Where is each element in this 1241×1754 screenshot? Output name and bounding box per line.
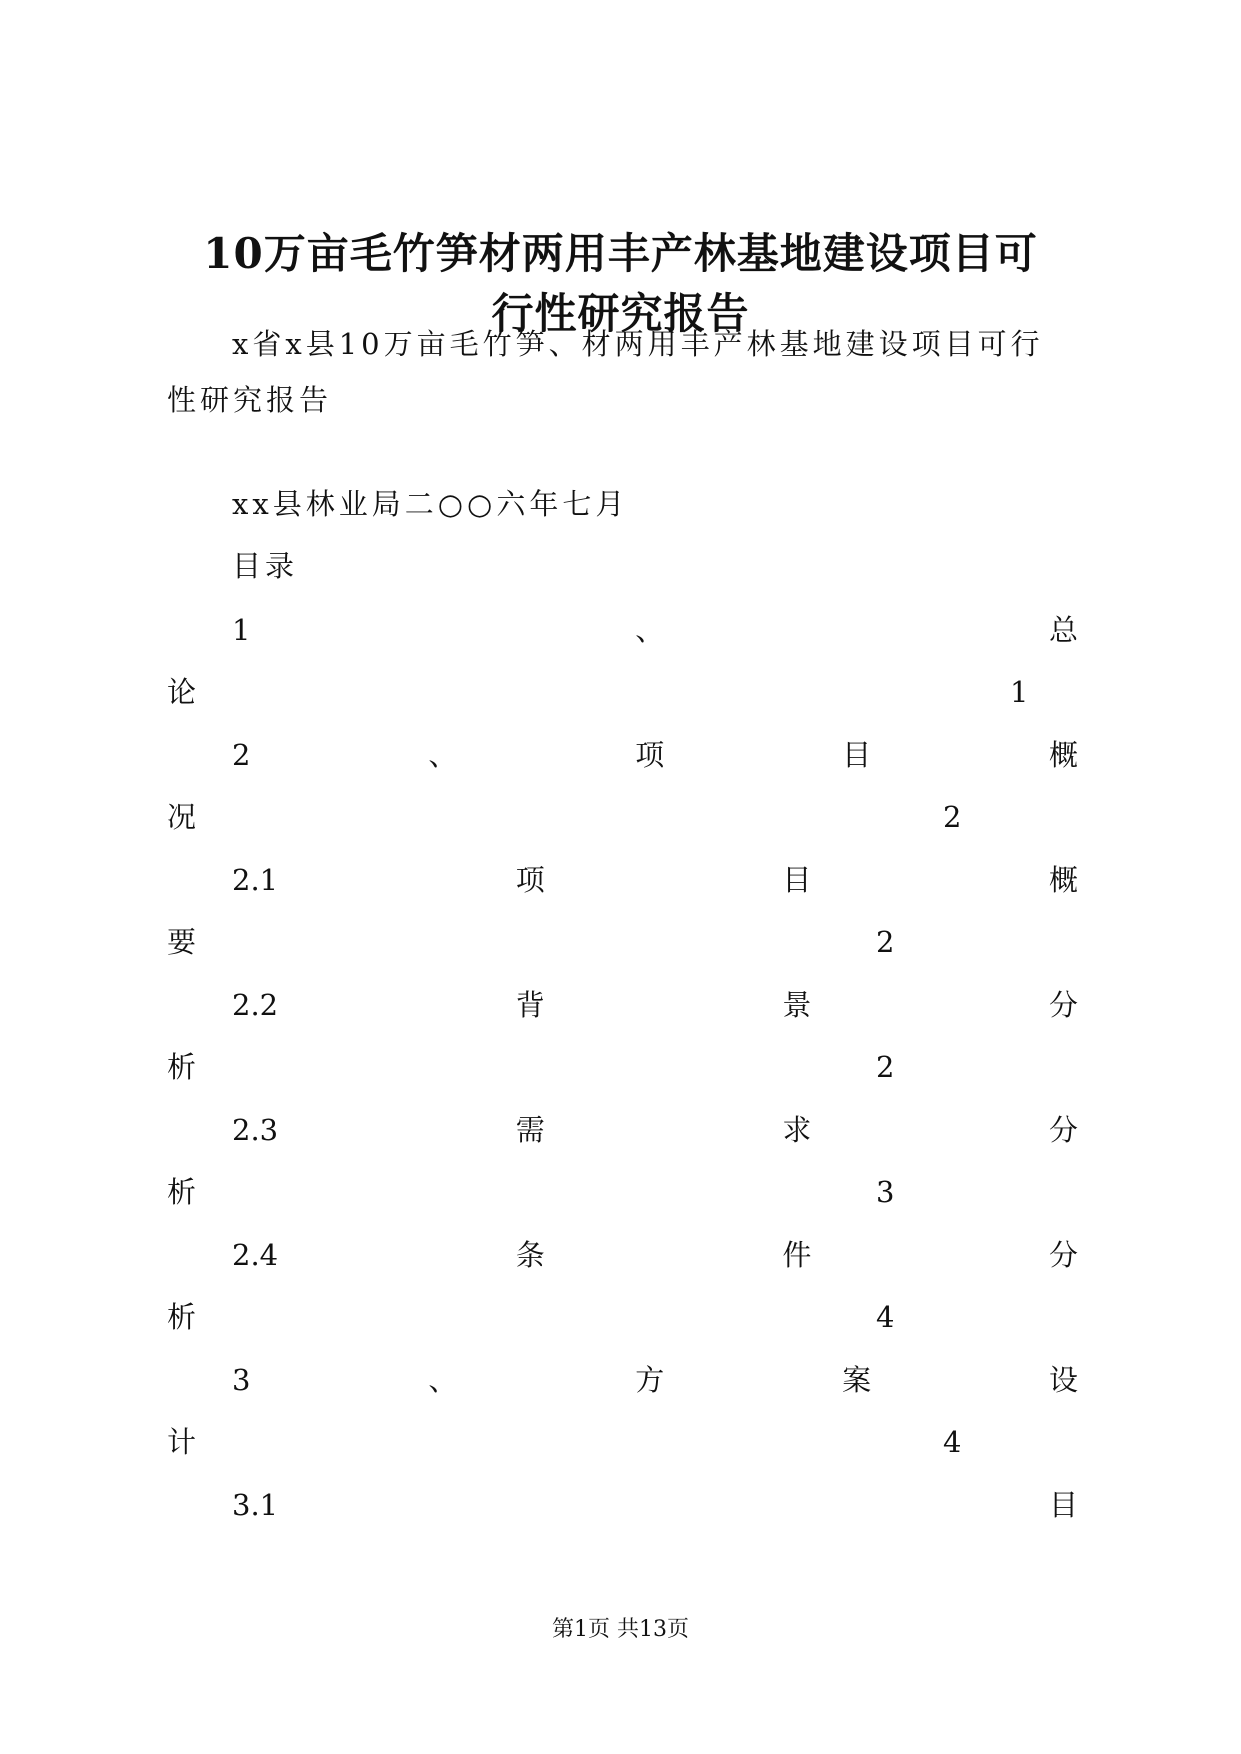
toc-tail: 析: [167, 1300, 197, 1334]
toc-entry-4-leader: [167, 1049, 894, 1085]
toc-entry-5-head: [232, 1112, 1078, 1148]
toc-cell: 方: [635, 1363, 665, 1397]
toc-cell: 2.1: [232, 863, 279, 897]
toc-entry-4-head: [232, 987, 1078, 1023]
toc-page-number: 4: [876, 1300, 895, 1334]
toc-entry-2-leader: [167, 799, 961, 835]
dot-leader: [200, 1424, 941, 1460]
toc-cell: 概: [1048, 863, 1078, 897]
toc-entry-3-leader: [167, 924, 894, 960]
toc-cell: 案: [842, 1363, 872, 1397]
toc-cell: 求: [782, 1113, 812, 1147]
toc-cell: 分: [1048, 1238, 1078, 1272]
toc-cell: 总: [1048, 613, 1078, 647]
toc-entry-6-leader: [167, 1299, 894, 1335]
toc-cell: 2: [232, 738, 251, 772]
toc-entry-7-leader: [167, 1424, 961, 1460]
toc-cell: 项: [635, 738, 665, 772]
toc-cell: 项: [515, 863, 545, 897]
toc-page-number: 2: [943, 800, 962, 834]
toc-cell: 1: [232, 613, 251, 647]
toc-entry-6-head: [232, 1237, 1078, 1273]
toc-cell: 3: [232, 1363, 251, 1397]
toc-entry-1-leader: [167, 674, 1028, 710]
toc-tail: 析: [167, 1175, 197, 1209]
document-title-line-1: 10万亩毛竹笋材两用丰产林基地建设项目可: [203, 229, 1038, 278]
toc-entry-2-head: [232, 737, 1078, 773]
toc-entry-1-head: [232, 612, 1078, 648]
toc-tail: 要: [167, 925, 197, 959]
toc-cell: 件: [782, 1238, 812, 1272]
dot-leader: [200, 799, 941, 835]
intro-line-2: 性研究报告: [167, 383, 333, 417]
toc-page-number: 4: [943, 1425, 962, 1459]
toc-tail: 析: [167, 1050, 197, 1084]
toc-cell: 3.1: [232, 1488, 279, 1522]
toc-tail: 论: [167, 675, 197, 709]
toc-tail: 况: [167, 800, 197, 834]
toc-cell: 、: [428, 738, 458, 772]
toc-cell: 概: [1048, 738, 1078, 772]
dot-leader: [200, 1299, 874, 1335]
toc-page-number: 2: [876, 925, 895, 959]
toc-cell: 需: [515, 1113, 545, 1147]
toc-cell: 条: [515, 1238, 545, 1272]
toc-entry-7-head: [232, 1362, 1078, 1398]
toc-tail: 计: [167, 1425, 197, 1459]
toc-cell: 背: [515, 988, 545, 1022]
dot-leader: [200, 1049, 874, 1085]
toc-cell: 、: [428, 1363, 458, 1397]
toc-cell: 目: [1048, 1488, 1078, 1522]
dot-leader: [200, 1174, 874, 1210]
toc-cell: 目: [782, 863, 812, 897]
intro-line-1: x省x县10万亩毛竹笋、材两用丰产林基地建设项目可行: [232, 327, 1044, 361]
document-title-line-2: 行性研究报告: [491, 289, 750, 338]
toc-cell: 分: [1048, 1113, 1078, 1147]
toc-cell: 2.4: [232, 1238, 279, 1272]
page-footer: 第1页 共13页: [552, 1617, 689, 1642]
author-date: xx县林业局二○○六年七月: [232, 487, 629, 521]
toc-page-number: 3: [876, 1175, 895, 1209]
toc-cell: 目: [842, 738, 872, 772]
dot-leader: [200, 674, 1008, 710]
toc-heading: 目录: [232, 549, 299, 583]
dot-leader: [200, 924, 874, 960]
toc-cell: 设: [1048, 1363, 1078, 1397]
toc-cell: 、: [635, 613, 665, 647]
toc-cell: 景: [782, 988, 812, 1022]
toc-entry-3-head: [232, 862, 1078, 898]
toc-page-number: 2: [876, 1050, 895, 1084]
toc-entry-5-leader: [167, 1174, 894, 1210]
toc-page-number: 1: [1010, 675, 1029, 709]
toc-cell: 分: [1048, 988, 1078, 1022]
toc-cell: 2.3: [232, 1113, 279, 1147]
toc-entry-8-head: [232, 1487, 1078, 1523]
toc-cell: 2.2: [232, 988, 279, 1022]
